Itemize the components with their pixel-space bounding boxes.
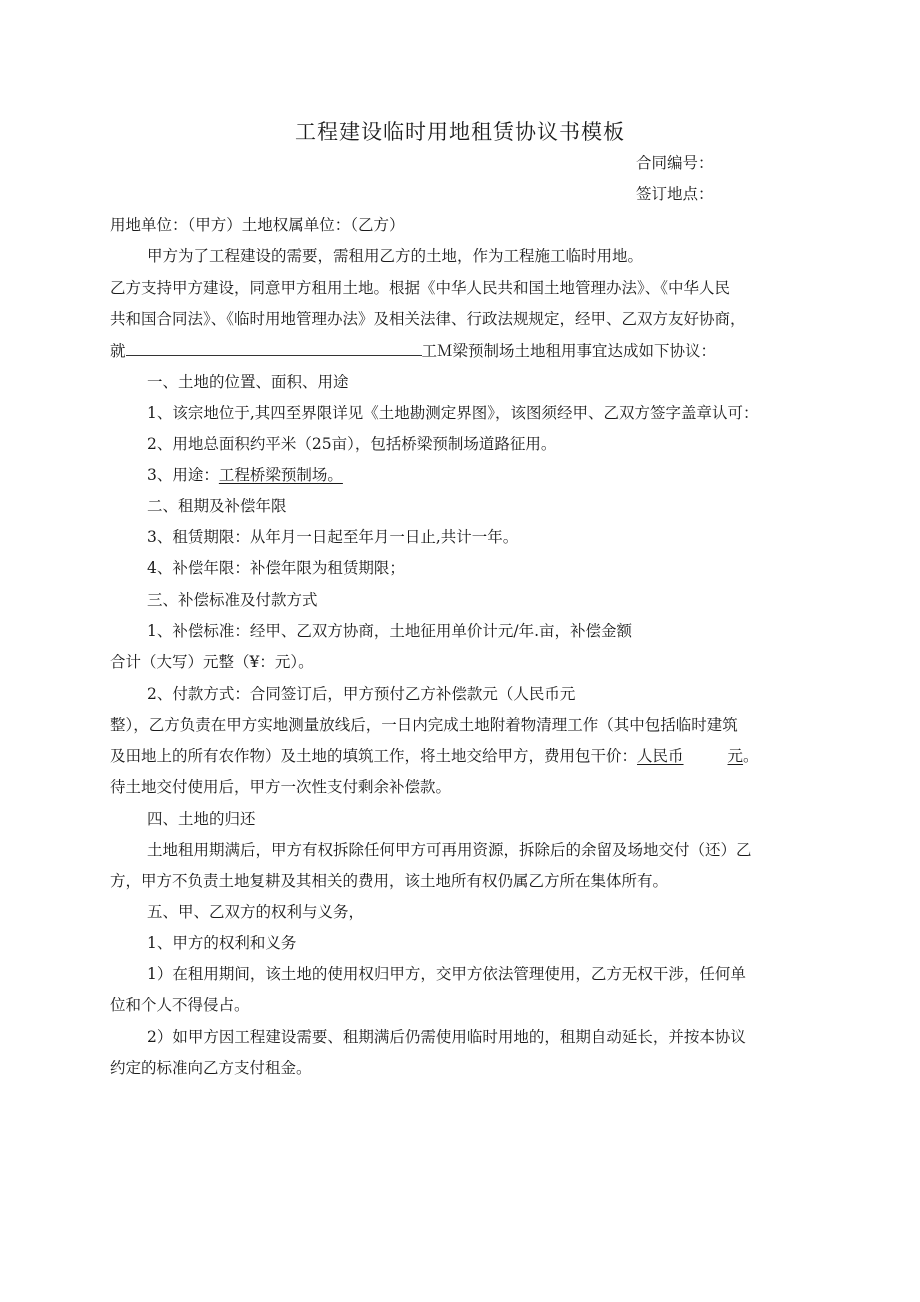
clause-line: 2）如甲方因工程建设需要、租期满后仍需使用临时用地的，租期自动延长，并按本协议 — [147, 1028, 746, 1046]
usage-label: 3、用途： — [147, 466, 219, 484]
clause-line: 2、付款方式：合同签订后，甲方预付乙方补偿款元（人民币元 — [147, 685, 576, 703]
section-heading: 一、土地的位置、面积、用途 — [147, 373, 349, 391]
section-heading: 四、土地的归还 — [147, 810, 256, 828]
intro-suffix: 工Ｍ梁预制场土地租用事宜达成如下协议： — [421, 342, 717, 360]
intro-paragraph-line: 共和国合同法》、《临时用地管理办法》及相关法律、行政法规规定，经甲、乙双方友好协商， — [110, 310, 746, 328]
currency-label: 人民币 — [637, 747, 684, 765]
clause-line: 待土地交付使用后，甲方一次性支付剩余补偿款。 — [110, 778, 452, 796]
clause-line: 合计（大写）元整（¥：元）。 — [110, 653, 314, 671]
currency-unit: 元 — [727, 747, 744, 765]
clause-line: 方，甲方不负责土地复耕及其相关的费用，该土地所有权仍属乙方所在集体所有。 — [110, 872, 669, 890]
section-heading: 二、租期及补偿年限 — [147, 497, 287, 515]
period-mark: 。 — [743, 747, 759, 765]
intro-paragraph-line — [110, 340, 716, 361]
usage-value: 工程桥梁预制场。 — [218, 466, 343, 484]
lump-sum-currency — [637, 747, 743, 765]
subsection-heading: 1、甲方的权利和义务 — [147, 934, 297, 952]
intro-paragraph-line: 乙方支持甲方建设，同意甲方租用土地。根据《中华人民共和国土地管理办法》、《中华人民 — [110, 279, 731, 297]
intro-prefix: 就 — [110, 342, 126, 360]
clause-line: 1）在租用期间，该土地的使用权归甲方，交甲方依法管理使用，乙方无权干涉，任何单 — [147, 965, 746, 983]
clause-line: 3、租赁期限：从年月一日起至年月一日止,共计一年。 — [147, 528, 519, 546]
clause-line — [110, 746, 759, 766]
clause-line: 4、补偿年限：补偿年限为租赁期限； — [147, 559, 405, 577]
section-heading: 三、补偿标准及付款方式 — [147, 591, 318, 609]
project-name-blank — [126, 340, 422, 356]
lump-sum-text: 及田地上的所有农作物）及土地的填筑工作，将土地交给甲方，费用包干价： — [110, 747, 638, 765]
clause-line: 1、该宗地位于,其四至界限详见《土地勘测定界图》，该图须经甲、乙双方签字盖章认可： — [147, 404, 759, 422]
clause-line — [147, 465, 343, 485]
section-heading: 五、甲、乙双方的权利与义务， — [147, 903, 365, 921]
clause-line: 2、用地总面积约平米（25亩），包括桥梁预制场道路征用。 — [147, 435, 557, 453]
contract-number-label: 合同编号： — [636, 154, 714, 172]
clause-line: 位和个人不得侵占。 — [110, 996, 250, 1014]
clause-line: 约定的标准向乙方支付租金。 — [110, 1059, 312, 1077]
clause-line: 1、补偿标准：经甲、乙双方协商，土地征用单价计元/年.亩，补偿金额 — [147, 622, 633, 640]
document-title: 工程建设临时用地租赁协议书模板 — [295, 120, 625, 144]
signing-place-label: 签订地点： — [636, 185, 714, 203]
clause-line: 土地租用期满后，甲方有权拆除任何甲方可再用资源，拆除后的余留及场地交付（还）乙 — [147, 841, 752, 859]
parties-line: 用地单位：（甲方）土地权属单位：（乙方） — [110, 216, 405, 234]
intro-paragraph-line: 甲方为了工程建设的需要，需租用乙方的土地，作为工程施工临时用地。 — [147, 247, 644, 265]
clause-line: 整），乙方负责在甲方实地测量放线后，一日内完成土地附着物清理工作（其中包括临时建筑 — [110, 716, 738, 734]
